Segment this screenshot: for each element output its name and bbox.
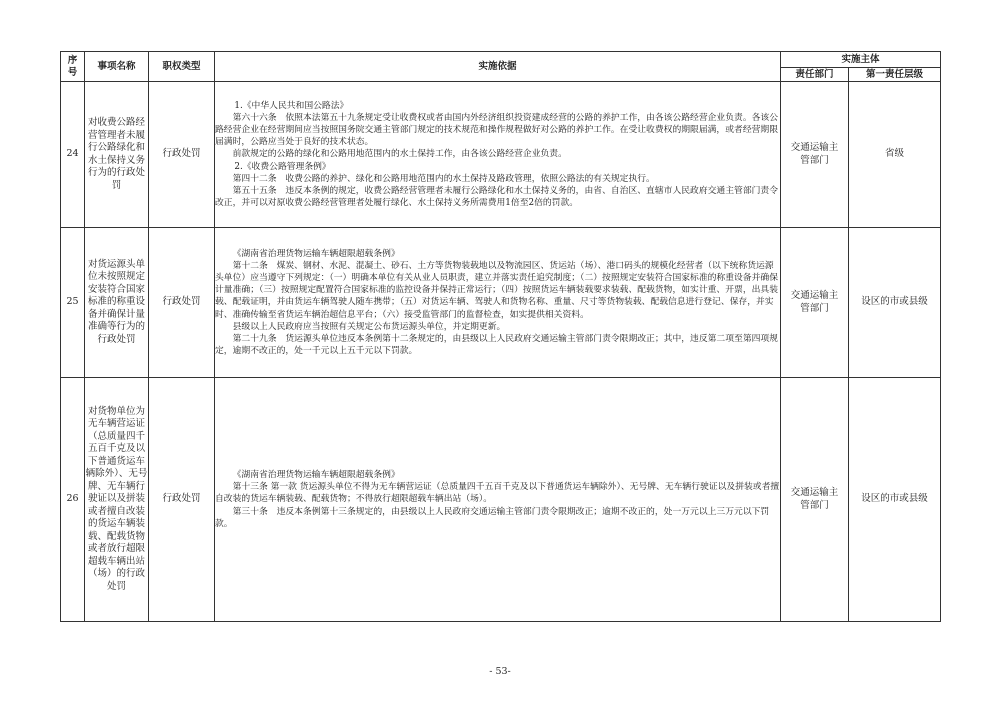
- page-number: - 53-: [489, 666, 511, 677]
- basis-line: 第五十五条 违反本条例的规定，收费公路经营管理者未履行公路绿化和水土保持义务的，由省、自治区、直辖市人民政府交通主管部门责令改正，并可以对原收费公路经营管理者处履行绿化、水土保持义务所需费用1倍至2倍的罚款。: [215, 186, 779, 209]
- row-level: 设区的市或县级: [849, 228, 941, 378]
- header-row: [61, 52, 941, 68]
- header-subject: 实施主体: [781, 52, 941, 68]
- row-power-type: 行政处罚: [149, 228, 215, 378]
- header-item-name: 事项名称: [85, 52, 149, 82]
- row-dept: 交通运输主管部门: [781, 378, 849, 622]
- header-level: 第一责任层级: [849, 68, 941, 82]
- row-level: 省级: [849, 82, 941, 228]
- row-power-type: 行政处罚: [149, 82, 215, 228]
- table-row: [61, 378, 941, 622]
- row-power-type: 行政处罚: [149, 378, 215, 622]
- header-seq: 序号: [61, 52, 85, 82]
- row-item-name: 对货运源头单位未按照规定安装符合国家标准的称重设备并确保计量准确等行为的行政处罚: [85, 228, 149, 378]
- row-basis: [215, 228, 781, 378]
- basis-line: 第二十九条 货运源头单位违反本条例第十二条规定的，由县级以上人民政府交通运输主管部门责令限期改正；其中，违反第二项至第四项规定，逾期不改正的，处一千元以上五千元以下罚款。: [215, 334, 779, 357]
- basis-line: 《湖南省治理货物运输车辆超限超载条例》: [232, 248, 400, 259]
- basis-line: 2.《收费公路管理条例》: [234, 161, 331, 172]
- row-seq: 24: [61, 82, 85, 228]
- basis-line: 第十二条 煤炭、钢材、水泥、混凝土、砂石、土方等货物装载地以及物流园区、货运站（场）、港口码头的规模化经营者（以下统称货运源头单位）应当遵守下列规定：（一）明确本单位有关从业人员职责，建立并落实责任追究制度；（二）按照规定安装符合国家标准的称重设备并确保计量准确；（三）按照规定配置符合国家标准的监控设备并保持正常运行；（四）按照货运车辆装载要求装载、配载货物，如实计重、开票，出具装载、配载证明，并由货运车辆驾驶人随车携带；（五）对货运车辆、驾驶人和货物名称、重量、尺寸等货物装载、配载信息进行登记、保存，并实时、准确传输至省货运车辆治超信息平台；（六）接受监管部门的监督检查，如实提供相关资料。: [215, 260, 779, 320]
- row-basis: [215, 82, 781, 228]
- table-row: [61, 82, 941, 228]
- header-basis: 实施依据: [215, 52, 781, 82]
- row-item-name: 对货物单位为无车辆营运证（总质量四千五百千克及以下普通货运车辆除外）、无号牌、无车辆行驶证以及拼装或者擅自改装的货运车辆装载、配载货物或者放行超限超载车辆出站（场）的行政处罚: [85, 378, 149, 622]
- basis-line: 1.《中华人民共和国公路法》: [234, 100, 349, 111]
- basis-line: 县级以上人民政府应当按照有关规定公布货运源头单位，并定期更新。: [232, 321, 506, 332]
- basis-line: 第四十二条 收费公路的养护、绿化和公路用地范围内的水土保持及路政管理，依照公路法的有关规定执行。: [232, 173, 655, 184]
- basis-line: 前款规定的公路的绿化和公路用地范围内的水土保持工作，由各该公路经营企业负责。: [232, 149, 567, 160]
- table-row: [61, 228, 941, 378]
- row-seq: 25: [61, 228, 85, 378]
- row-level: 设区的市或县级: [849, 378, 941, 622]
- header-dept: 责任部门: [781, 68, 849, 82]
- regulation-table: [60, 51, 941, 622]
- basis-line: 《湖南省治理货物运输车辆超限超载条例》: [232, 469, 400, 480]
- row-seq: 26: [61, 378, 85, 622]
- row-basis: [215, 378, 781, 622]
- basis-line: 第六十六条 依照本法第五十九条规定受让收费权或者由国内外经济组织投资建成经营的公路的养护工作，由各该公路经营企业负责。各该公路经营企业在经营期间应当按照国务院交通主管部门规定的技术规范和操作规程做好对公路的养护工作。在受让收费权的期限届满，或者经营期限届满时，公路应当处于良好的技术状态。: [215, 112, 779, 148]
- basis-line: 第三十条 违反本条例第十三条规定的，由县级以上人民政府交通运输主管部门责令限期改正；逾期不改正的，处一万元以上三万元以下罚款。: [215, 506, 770, 529]
- row-dept: 交通运输主管部门: [781, 82, 849, 228]
- row-dept: 交通运输主管部门: [781, 228, 849, 378]
- basis-line: 第十三条 第一款 货运源头单位不得为无车辆营运证（总质量四千五百千克及以下普通货运车辆除外）、无号牌、无车辆行驶证以及拼装或者擅自改装的货运车辆装载、配载货物；不得放行超限超载车辆出站（场）。: [215, 482, 780, 505]
- row-item-name: 对收费公路经营管理者未履行公路绿化和水土保持义务行为的行政处罚: [85, 82, 149, 228]
- header-power-type: 职权类型: [149, 52, 215, 82]
